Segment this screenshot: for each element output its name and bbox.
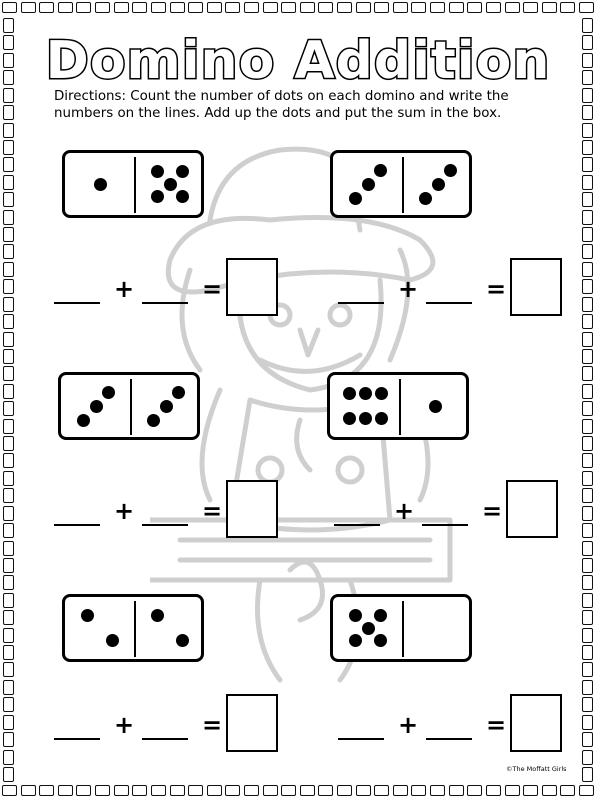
- frame-block: [582, 123, 593, 138]
- equation-row-5: [52, 694, 282, 739]
- domino-dot: [444, 164, 457, 177]
- domino-dot: [151, 165, 164, 178]
- frame-block: [582, 262, 593, 277]
- frame-block: [582, 662, 593, 677]
- domino-dot: [90, 400, 103, 413]
- frame-block: [3, 401, 14, 416]
- frame-block: [582, 105, 593, 120]
- frame-block: [467, 785, 482, 796]
- domino-dot: [176, 634, 189, 647]
- addend-blank-1[interactable]: [54, 738, 100, 740]
- frame-block: [300, 785, 315, 796]
- frame-block: [3, 453, 14, 468]
- domino-dot: [429, 400, 442, 413]
- frame-block: [3, 715, 14, 730]
- domino-dot: [151, 609, 164, 622]
- frame-block: [39, 785, 54, 796]
- frame-block: [58, 2, 73, 13]
- frame-block: [263, 785, 278, 796]
- domino-dot: [77, 414, 90, 427]
- frame-block: [374, 785, 389, 796]
- plus-sign: +: [398, 711, 419, 739]
- domino-dot: [349, 609, 362, 622]
- page-title-text: Domino Addition: [45, 31, 551, 90]
- addend-blank-1[interactable]: [54, 524, 100, 526]
- frame-block: [3, 140, 14, 155]
- domino-dot: [164, 178, 177, 191]
- frame-block: [95, 785, 110, 796]
- domino-dot: [81, 609, 94, 622]
- frame-block: [582, 558, 593, 573]
- frame-block: [3, 767, 14, 782]
- frame-block: [3, 262, 14, 277]
- frame-block: [582, 541, 593, 556]
- equation-row-6: [336, 694, 566, 739]
- domino-divider: [134, 157, 136, 213]
- frame-block: [3, 593, 14, 608]
- addend-blank-1[interactable]: [334, 524, 380, 526]
- frame-block: [486, 2, 501, 13]
- frame-block: [151, 2, 166, 13]
- plus-sign: +: [114, 711, 135, 739]
- addend-blank-2[interactable]: [422, 524, 468, 526]
- frame-block: [3, 471, 14, 486]
- domino-dot: [147, 414, 160, 427]
- frame-block: [3, 628, 14, 643]
- equals-sign: =: [486, 711, 507, 739]
- frame-block: [318, 2, 333, 13]
- frame-block: [21, 2, 36, 13]
- frame-block: [3, 750, 14, 765]
- domino-dot: [349, 634, 362, 647]
- frame-block: [3, 697, 14, 712]
- domino-3: [58, 372, 200, 440]
- frame-block: [582, 575, 593, 590]
- frame-block: [21, 785, 36, 796]
- domino-divider: [130, 379, 132, 435]
- page-title: [0, 30, 596, 90]
- frame-block: [582, 384, 593, 399]
- frame-block: [3, 541, 14, 556]
- frame-block: [132, 2, 147, 13]
- frame-block: [3, 244, 14, 259]
- frame-block: [3, 175, 14, 190]
- addend-blank-2[interactable]: [142, 524, 188, 526]
- domino-5: [62, 594, 204, 662]
- frame-block: [3, 436, 14, 451]
- frame-block: [337, 2, 352, 13]
- frame-block: [3, 332, 14, 347]
- frame-block: [542, 2, 557, 13]
- frame-block: [393, 2, 408, 13]
- frame-block: [207, 2, 222, 13]
- frame-block: [582, 593, 593, 608]
- frame-block: [582, 332, 593, 347]
- frame-block: [582, 297, 593, 312]
- domino-dot: [374, 634, 387, 647]
- frame-block: [523, 785, 538, 796]
- frame-block: [95, 2, 110, 13]
- frame-block: [582, 715, 593, 730]
- domino-dot: [375, 412, 388, 425]
- frame-block: [2, 2, 17, 13]
- domino-2: [330, 150, 472, 218]
- frame-block: [449, 2, 464, 13]
- domino-dot: [94, 178, 107, 191]
- frame-block: [3, 575, 14, 590]
- frame-block: [582, 767, 593, 782]
- addend-blank-2[interactable]: [142, 738, 188, 740]
- domino-dot: [343, 412, 356, 425]
- frame-block: [523, 2, 538, 13]
- frame-block: [3, 227, 14, 242]
- frame-block: [3, 558, 14, 573]
- frame-block: [281, 2, 296, 13]
- addend-blank-1[interactable]: [338, 302, 384, 304]
- domino-divider: [402, 601, 404, 657]
- frame-block: [3, 523, 14, 538]
- frame-block: [188, 2, 203, 13]
- frame-block: [3, 488, 14, 503]
- domino-dot: [102, 386, 115, 399]
- frame-block: [582, 471, 593, 486]
- frame-block: [76, 2, 91, 13]
- frame-block: [244, 2, 259, 13]
- domino-dot: [374, 164, 387, 177]
- domino-dot: [343, 387, 356, 400]
- frame-block: [244, 785, 259, 796]
- sum-box[interactable]: [510, 258, 562, 316]
- domino-dot: [362, 622, 375, 635]
- frame-block: [582, 401, 593, 416]
- addend-blank-2[interactable]: [426, 302, 472, 304]
- frame-block: [3, 384, 14, 399]
- frame-block: [393, 785, 408, 796]
- frame-block: [582, 140, 593, 155]
- frame-block: [560, 2, 575, 13]
- frame-block: [337, 785, 352, 796]
- frame-block: [582, 244, 593, 259]
- frame-block: [582, 227, 593, 242]
- frame-block: [560, 785, 575, 796]
- addend-blank-2[interactable]: [426, 738, 472, 740]
- frame-block: [3, 279, 14, 294]
- frame-block: [3, 662, 14, 677]
- domino-divider: [402, 157, 404, 213]
- frame-block: [579, 785, 594, 796]
- frame-block: [3, 610, 14, 625]
- domino-dot: [106, 634, 119, 647]
- frame-block: [582, 628, 593, 643]
- frame-block: [3, 506, 14, 521]
- frame-block: [114, 2, 129, 13]
- frame-block: [225, 2, 240, 13]
- frame-block: [582, 436, 593, 451]
- addend-blank-1[interactable]: [54, 302, 100, 304]
- frame-block: [281, 785, 296, 796]
- frame-block: [3, 123, 14, 138]
- frame-block: [76, 785, 91, 796]
- domino-dot: [151, 190, 164, 203]
- domino-dot: [432, 178, 445, 191]
- frame-block: [582, 680, 593, 695]
- domino-6: [330, 594, 472, 662]
- frame-block: [411, 2, 426, 13]
- frame-block: [582, 488, 593, 503]
- frame-block: [582, 750, 593, 765]
- equation-row-2: [336, 258, 566, 303]
- equals-sign: =: [486, 275, 507, 303]
- frame-block: [3, 645, 14, 660]
- frame-block: [505, 785, 520, 796]
- domino-dot: [176, 165, 189, 178]
- frame-block: [582, 419, 593, 434]
- frame-block: [207, 785, 222, 796]
- frame-block: [2, 785, 17, 796]
- frame-block: [3, 210, 14, 225]
- frame-block: [411, 785, 426, 796]
- frame-block: [582, 366, 593, 381]
- frame-block: [3, 349, 14, 364]
- frame-block: [582, 453, 593, 468]
- frame-block: [582, 349, 593, 364]
- domino-dot: [374, 609, 387, 622]
- frame-block: [505, 2, 520, 13]
- equation-row-4: [332, 480, 562, 525]
- frame-block: [374, 2, 389, 13]
- frame-block: [582, 697, 593, 712]
- frame-block: [3, 105, 14, 120]
- frame-block: [132, 785, 147, 796]
- frame-block: [170, 785, 185, 796]
- frame-block: [3, 157, 14, 172]
- equals-sign: =: [202, 275, 223, 303]
- domino-dot: [359, 412, 372, 425]
- frame-block: [356, 785, 371, 796]
- domino-dot: [362, 178, 375, 191]
- equation-row-1: [52, 258, 282, 303]
- equals-sign: =: [482, 497, 503, 525]
- sum-box[interactable]: [226, 694, 278, 752]
- frame-block: [3, 314, 14, 329]
- frame-block: [300, 2, 315, 13]
- copyright-text: ©The Moffatt Girls: [506, 765, 567, 773]
- frame-block: [582, 506, 593, 521]
- frame-block: [3, 366, 14, 381]
- addend-blank-1[interactable]: [338, 738, 384, 740]
- frame-block: [356, 2, 371, 13]
- plus-sign: +: [398, 275, 419, 303]
- domino-4: [327, 372, 469, 440]
- frame-block: [582, 645, 593, 660]
- domino-dot: [172, 386, 185, 399]
- frame-block: [582, 732, 593, 747]
- frame-block: [486, 785, 501, 796]
- frame-block: [430, 785, 445, 796]
- sum-box[interactable]: [506, 480, 558, 538]
- frame-block: [39, 2, 54, 13]
- domino-divider: [399, 379, 401, 435]
- domino-dot: [176, 190, 189, 203]
- frame-block: [467, 2, 482, 13]
- frame-block: [582, 175, 593, 190]
- frame-block: [318, 785, 333, 796]
- equals-sign: =: [202, 497, 223, 525]
- domino-dot: [375, 387, 388, 400]
- sum-box[interactable]: [226, 258, 278, 316]
- frame-block: [449, 785, 464, 796]
- plus-sign: +: [114, 497, 135, 525]
- domino-1: [62, 150, 204, 218]
- addend-blank-2[interactable]: [142, 302, 188, 304]
- equation-row-3: [52, 480, 282, 525]
- frame-block: [579, 2, 594, 13]
- domino-dot: [160, 400, 173, 413]
- frame-block: [114, 785, 129, 796]
- frame-block: [582, 157, 593, 172]
- frame-block: [188, 785, 203, 796]
- frame-block: [582, 610, 593, 625]
- frame-block: [3, 192, 14, 207]
- sum-box[interactable]: [510, 694, 562, 752]
- sum-box[interactable]: [226, 480, 278, 538]
- frame-block: [3, 297, 14, 312]
- frame-block: [170, 2, 185, 13]
- domino-dot: [349, 192, 362, 205]
- frame-block: [3, 680, 14, 695]
- frame-block: [263, 2, 278, 13]
- frame-block: [582, 314, 593, 329]
- plus-sign: +: [114, 275, 135, 303]
- frame-block: [582, 192, 593, 207]
- frame-block: [582, 523, 593, 538]
- frame-block: [225, 785, 240, 796]
- plus-sign: +: [394, 497, 415, 525]
- frame-block: [582, 210, 593, 225]
- frame-block: [3, 419, 14, 434]
- equals-sign: =: [202, 711, 223, 739]
- frame-block: [430, 2, 445, 13]
- domino-dot: [359, 387, 372, 400]
- domino-dot: [419, 192, 432, 205]
- frame-block: [151, 785, 166, 796]
- domino-divider: [134, 601, 136, 657]
- frame-block: [3, 732, 14, 747]
- frame-block: [582, 279, 593, 294]
- frame-block: [58, 785, 73, 796]
- directions-text: Directions: Count the number of dots on each domino and write the numbers on the lines. Add up the dots and put the sum in the box.: [54, 89, 509, 121]
- frame-block: [542, 785, 557, 796]
